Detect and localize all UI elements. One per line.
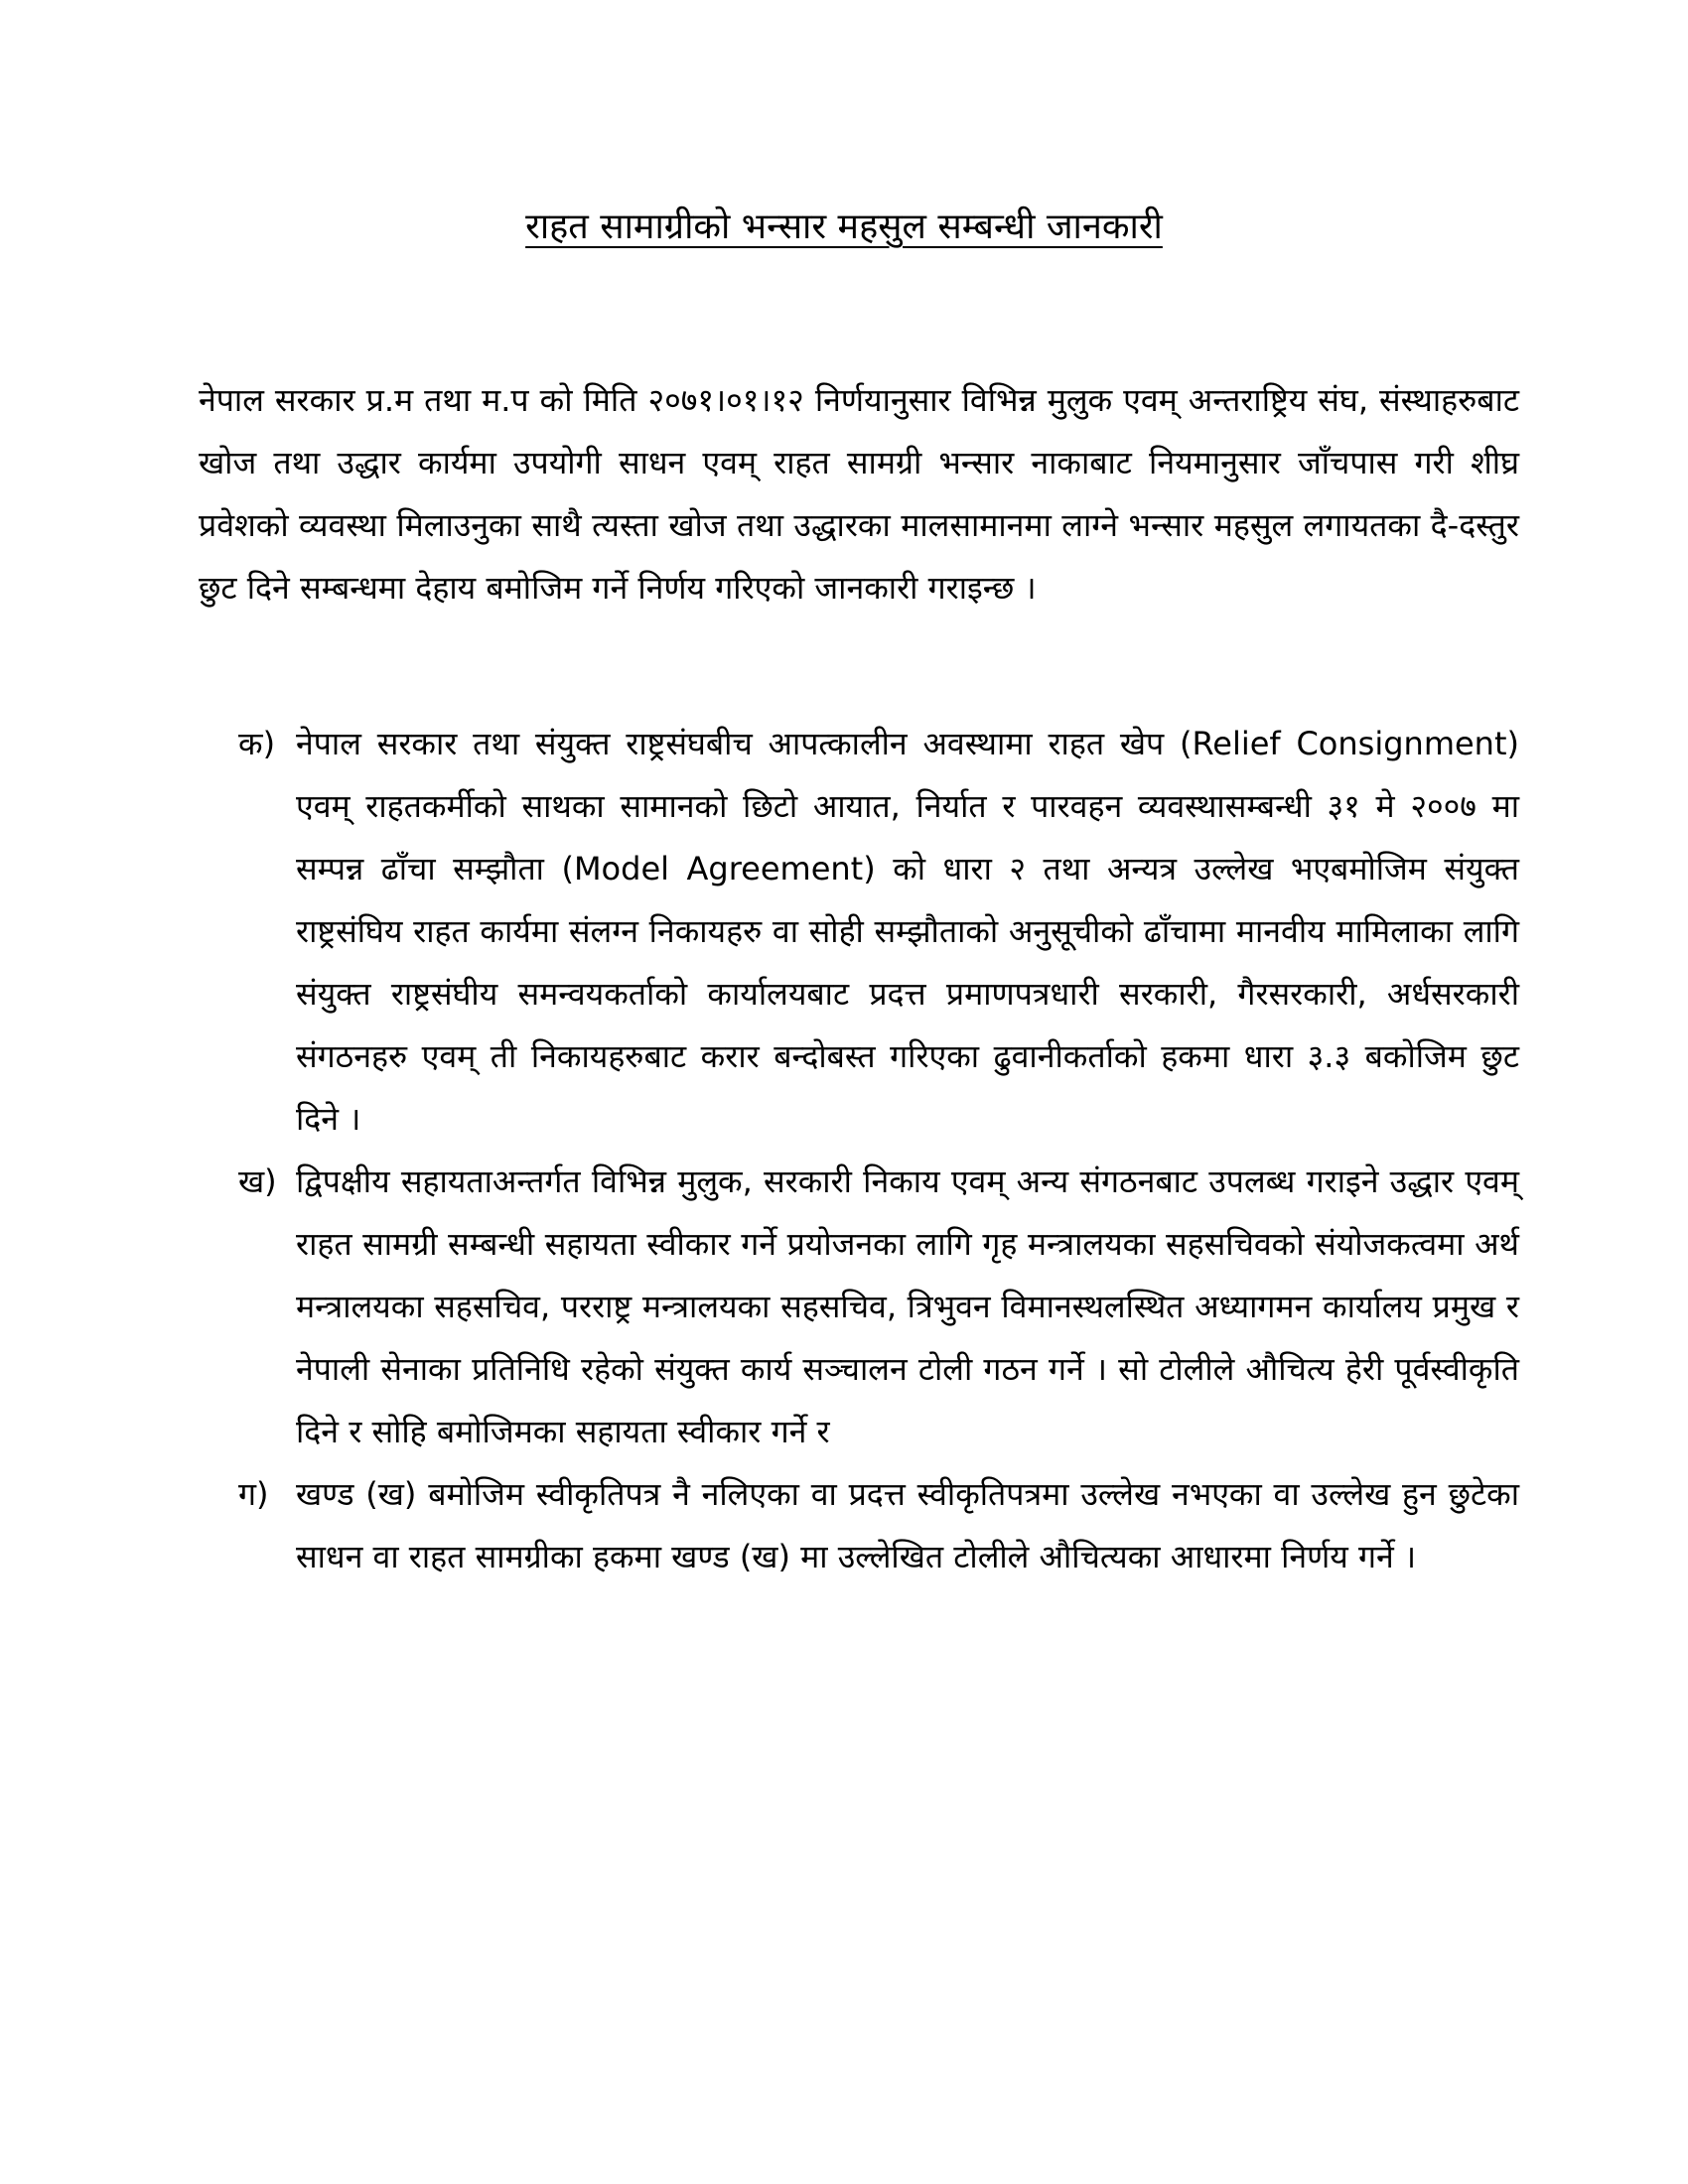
list-item-marker: ग)	[238, 1475, 269, 1513]
list-item	[238, 1463, 1519, 1588]
list-item-text: द्विपक्षीय सहायताअन्तर्गत विभिन्न मुलुक, सरकारी निकाय एवम् अन्य संगठनबाट उपलब्ध गराइने उद्धार एवम् राहत सामग्री सम्बन्धी सहायता स्वीकार गर्ने प्रयोजनका लागि गृह मन्त्रालयका सहसचिवको संयोजकत्वमा अर्थ मन्त्रालयका सहसचिव, परराष्ट्र मन्त्रालयका सहसचिव, त्रिभुवन विमानस्थलस्थित अध्यागमन कार्यालय प्रमुख र नेपाली सेनाका प्रतिनिधि रहेको संयुक्त कार्य सञ्चालन टोली गठन गर्ने । सो टोलीले औचित्य हेरी पूर्वस्वीकृति दिने र सोहि बमोजिमका सहायता स्वीकार गर्ने र	[296, 1162, 1519, 1450]
list-item	[238, 713, 1519, 1151]
list-item-text: नेपाल सरकार तथा संयुक्त राष्ट्रसंघबीच आपत्कालीन अवस्थामा राहत खेप (Relief Consignment) एवम् राहतकर्मीको साथका सामानको छिटो आयात, निर्यात र पारवहन व्यवस्थासम्बन्धी ३१ मे २००७ मा सम्पन्न ढाँचा सम्झौता (Model Agreement) को धारा २ तथा अन्यत्र उल्लेख भएबमोजिम संयुक्त राष्ट्रसंघिय राहत कार्यमा संलग्न निकायहरु वा सोही सम्झौताको अनुसूचीको ढाँचामा मानवीय मामिलाका लागि संयुक्त राष्ट्रसंघीय समन्वयकर्ताको कार्यालयबाट प्रदत्त प्रमाणपत्रधारी सरकारी, गैरसरकारी, अर्धसरकारी संगठनहरु एवम् ती निकायहरुबाट करार बन्दोबस्त गरिएका ढुवानीकर्ताको हकमा धारा ३.३ बकोजिम छुट दिने ।	[296, 725, 1519, 1138]
document-title: राहत सामाग्रीको भन्सार महसुल सम्बन्धी जानकारी	[525, 206, 1163, 247]
list-item-marker: क)	[238, 725, 276, 762]
intro-paragraph: नेपाल सरकार प्र.म तथा म.प को मिति २०७१।०१।१२ निर्णयानुसार विभिन्न मुलुक एवम् अन्तराष्ट्रिय संघ, संस्थाहरुबाट खोज तथा उद्धार कार्यमा उपयोगी साधन एवम् राहत सामग्री भन्सार नाकाबाट नियमानुसार जाँचपास गरी शीघ्र प्रवेशको व्यवस्था मिलाउनुका साथै त्यस्ता खोज तथा उद्धारका मालसामानमा लाग्ने भन्सार महसुल लगायतका दै-दस्तुर छुट दिने सम्बन्धमा देहाय बमोजिम गर्ने निर्णय गरिएको जानकारी गराइन्छ ।	[199, 381, 1519, 607]
decision-list	[238, 713, 1519, 1588]
list-item-marker: ख)	[238, 1162, 277, 1200]
list-item-text: खण्ड (ख) बमोजिम स्वीकृतिपत्र नै नलिएका वा प्रदत्त स्वीकृतिपत्रमा उल्लेख नभएका वा उल्लेख हुन छुटेका साधन वा राहत सामग्रीका हकमा खण्ड (ख) मा उल्लेखित टोलीले औचित्यका आधारमा निर्णय गर्ने ।	[296, 1475, 1519, 1575]
list-item	[238, 1151, 1519, 1463]
